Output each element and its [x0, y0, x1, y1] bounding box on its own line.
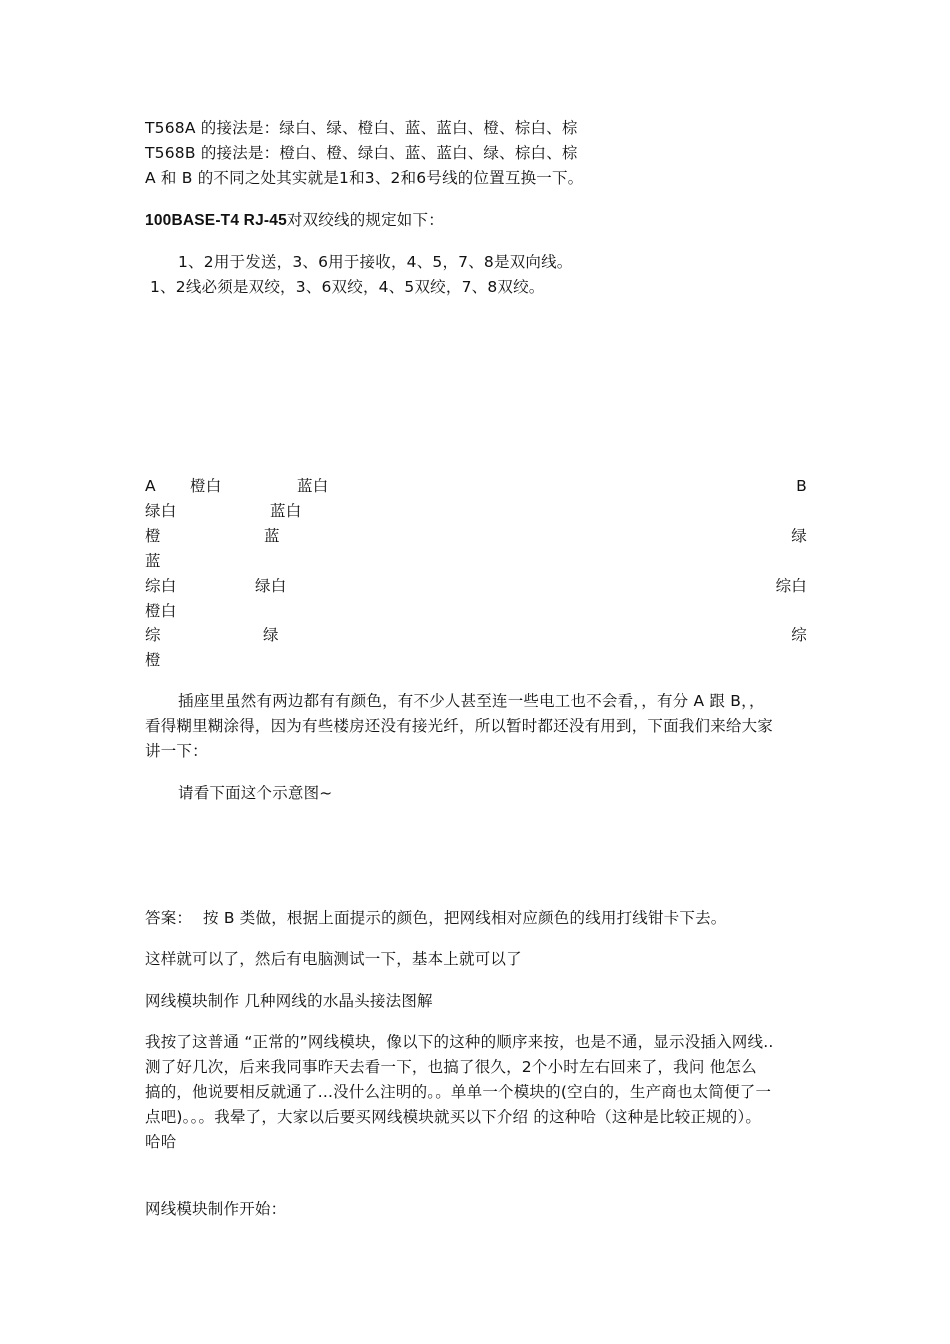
table-b-label: B: [796, 477, 807, 495]
module-paragraph-line: 搞的，他说要相反就通了...没什么注明的。。单单一个模块的(空白的，生产商也太简便了一: [145, 1083, 772, 1101]
table-cell: 橙: [145, 651, 161, 669]
spec-heading-rest: 对双绞线的规定如下：: [286, 211, 444, 229]
spec-line-2: 1、2线必须是双绞，3、6双绞，4、5双绞，7、8双绞。: [150, 278, 545, 296]
answer-line-2: 这样就可以了，然后有电脑测试一下，基本上就可以了: [145, 950, 522, 968]
intro-paragraph-line: 讲一下：: [145, 742, 208, 760]
table-cell: 综: [145, 626, 161, 644]
table-cell: 橙白: [145, 602, 177, 620]
table-cell: 绿白: [255, 577, 287, 595]
diagram-prompt: 请看下面这个示意图~: [178, 784, 333, 802]
table-cell: 综: [791, 626, 807, 644]
table-cell: 橙: [145, 527, 161, 545]
module-paragraph-line: 测了好几次，后来我同事昨天去看一下，也搞了很久，2个小时左右回来了，我问 他怎么: [145, 1058, 757, 1076]
module-title: 网线模块制作 几种网线的水晶头接法图解: [145, 992, 433, 1010]
module-start-heading: 网线模块制作开始：: [145, 1200, 287, 1218]
table-cell: 蓝白: [270, 502, 302, 520]
t568a-line: T568A 的接法是：绿白、绿、橙白、蓝、蓝白、橙、棕白、棕: [145, 119, 578, 137]
table-cell: 综白: [145, 577, 177, 595]
table-cell: 橙白: [190, 477, 222, 495]
spec-line-1: 1、2用于发送，3、6用于接收，4、5，7、8是双向线。: [178, 253, 573, 271]
module-paragraph-line: 点吧)。。。我晕了，大家以后要买网线模块就买以下介绍 的这种哈（这种是比较正规的）。: [145, 1108, 762, 1126]
table-cell: 蓝白: [297, 477, 329, 495]
table-cell: 综白: [775, 577, 807, 595]
intro-paragraph-line: 看得糊里糊涂得，因为有些楼房还没有接光纤，所以暂时都还没有用到，下面我们来给大家: [145, 717, 774, 735]
table-cell: 绿: [791, 527, 807, 545]
table-cell: 蓝: [145, 552, 161, 570]
intro-paragraph-line: 插座里虽然有两边都有有颜色，有不少人甚至连一些电工也不会看，，有分 A 跟 B，，: [178, 692, 765, 710]
module-paragraph-line: 哈哈: [145, 1133, 177, 1151]
table-cell: 绿: [263, 626, 279, 644]
table-cell: 绿白: [145, 502, 177, 520]
table-cell: 蓝: [264, 527, 280, 545]
difference-line: A 和 B 的不同之处其实就是1和3、2和6号线的位置互换一下。: [145, 169, 584, 187]
answer-label: 答案：: [145, 909, 193, 927]
spec-heading-bold: 100BASE-T4 RJ-45: [145, 212, 287, 229]
module-paragraph-line: 我按了这普通 “正常的”网线模块，像以下的这种的顺序来按，也是不通，显示没插入网线..: [145, 1033, 774, 1051]
t568b-line: T568B 的接法是：橙白、橙、绿白、蓝、蓝白、绿、棕白、棕: [145, 144, 578, 162]
spec-heading: [145, 210, 444, 231]
table-a-label: A: [145, 477, 156, 495]
answer-text: 按 B 类做，根据上面提示的颜色，把网线相对应颜色的线用打线钳卡下去。: [203, 909, 727, 927]
